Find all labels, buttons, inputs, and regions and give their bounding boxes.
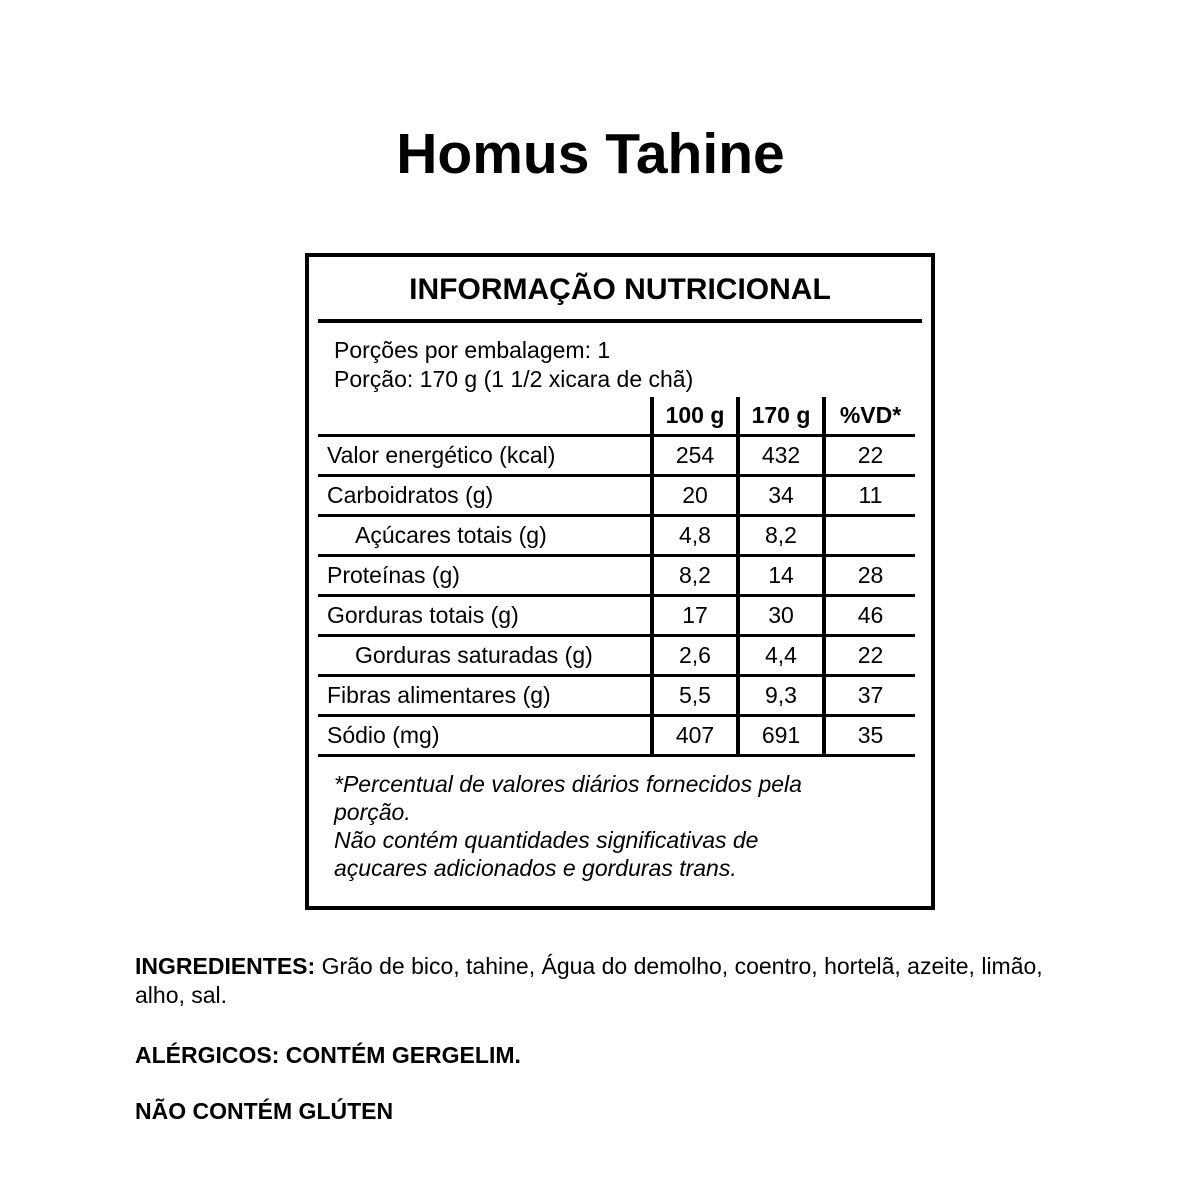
table-row-saturated-fat — [318, 636, 915, 676]
value-100g: 5,5 — [652, 676, 738, 716]
table-row-total-sugars — [318, 516, 915, 556]
footnote-line: Não contém quantidades significativas de — [334, 827, 759, 853]
value-170g: 30 — [738, 596, 824, 636]
table-row-sodium — [318, 716, 915, 756]
row-label: Açúcares totais (g) — [318, 516, 652, 556]
row-label: Proteínas (g) — [318, 556, 652, 596]
servings-per-package: Porções por embalagem: 1 — [334, 337, 611, 363]
value-170g: 14 — [738, 556, 824, 596]
gluten-free-text: NÃO CONTÉM GLÚTEN — [135, 1098, 394, 1124]
value-vd: 46 — [824, 596, 915, 636]
value-100g: 407 — [652, 716, 738, 756]
column-header-empty — [318, 397, 652, 436]
value-vd: 35 — [824, 716, 915, 756]
column-header-170g: 170 g — [738, 397, 824, 436]
value-vd: 22 — [824, 436, 915, 476]
table-row-energy — [318, 436, 915, 476]
nutrition-table — [318, 397, 915, 757]
footnote-line: *Percentual de valores diários fornecidos pela — [334, 771, 802, 797]
ingredients-text: Grão de bico, tahine, Água do demolho, coentro, hortelã, azeite, limão, alho, sal. — [135, 953, 1043, 1008]
nutrition-panel-title: INFORMAÇÃO NUTRICIONAL — [409, 273, 831, 306]
value-100g: 8,2 — [652, 556, 738, 596]
header-divider — [318, 319, 922, 323]
value-170g: 432 — [738, 436, 824, 476]
value-100g: 254 — [652, 436, 738, 476]
table-row-protein — [318, 556, 915, 596]
value-vd — [824, 516, 915, 556]
row-label: Gorduras totais (g) — [318, 596, 652, 636]
value-vd: 28 — [824, 556, 915, 596]
serving-info — [334, 336, 931, 394]
nutrition-facts-panel — [305, 253, 935, 910]
value-100g: 2,6 — [652, 636, 738, 676]
table-row-total-fat — [318, 596, 915, 636]
column-header-100g: 100 g — [652, 397, 738, 436]
row-label: Sódio (mg) — [318, 716, 652, 756]
allergens-text: ALÉRGICOS: CONTÉM GERGELIM. — [135, 1042, 521, 1068]
value-170g: 9,3 — [738, 676, 824, 716]
ingredients-paragraph — [135, 952, 1085, 1010]
value-170g: 691 — [738, 716, 824, 756]
value-170g: 34 — [738, 476, 824, 516]
value-vd: 37 — [824, 676, 915, 716]
row-label: Gorduras saturadas (g) — [318, 636, 652, 676]
value-vd: 11 — [824, 476, 915, 516]
product-title: Homus Tahine — [396, 122, 785, 186]
value-170g: 4,4 — [738, 636, 824, 676]
value-vd: 22 — [824, 636, 915, 676]
column-header-vd: %VD* — [824, 397, 915, 436]
row-label: Carboidratos (g) — [318, 476, 652, 516]
table-row-carbs — [318, 476, 915, 516]
footnote — [334, 770, 911, 882]
footnote-line: porção. — [334, 799, 411, 825]
table-row-fiber — [318, 676, 915, 716]
ingredients-label: INGREDIENTES: — [135, 953, 316, 979]
value-100g: 4,8 — [652, 516, 738, 556]
serving-size: Porção: 170 g (1 1/2 xicara de chã) — [334, 366, 694, 392]
value-100g: 17 — [652, 596, 738, 636]
row-label: Fibras alimentares (g) — [318, 676, 652, 716]
column-header-row — [318, 397, 915, 436]
row-label: Valor energético (kcal) — [318, 436, 652, 476]
value-170g: 8,2 — [738, 516, 824, 556]
footnote-line: açucares adicionados e gorduras trans. — [334, 855, 737, 881]
value-100g: 20 — [652, 476, 738, 516]
bottom-text-block — [135, 952, 1085, 1126]
